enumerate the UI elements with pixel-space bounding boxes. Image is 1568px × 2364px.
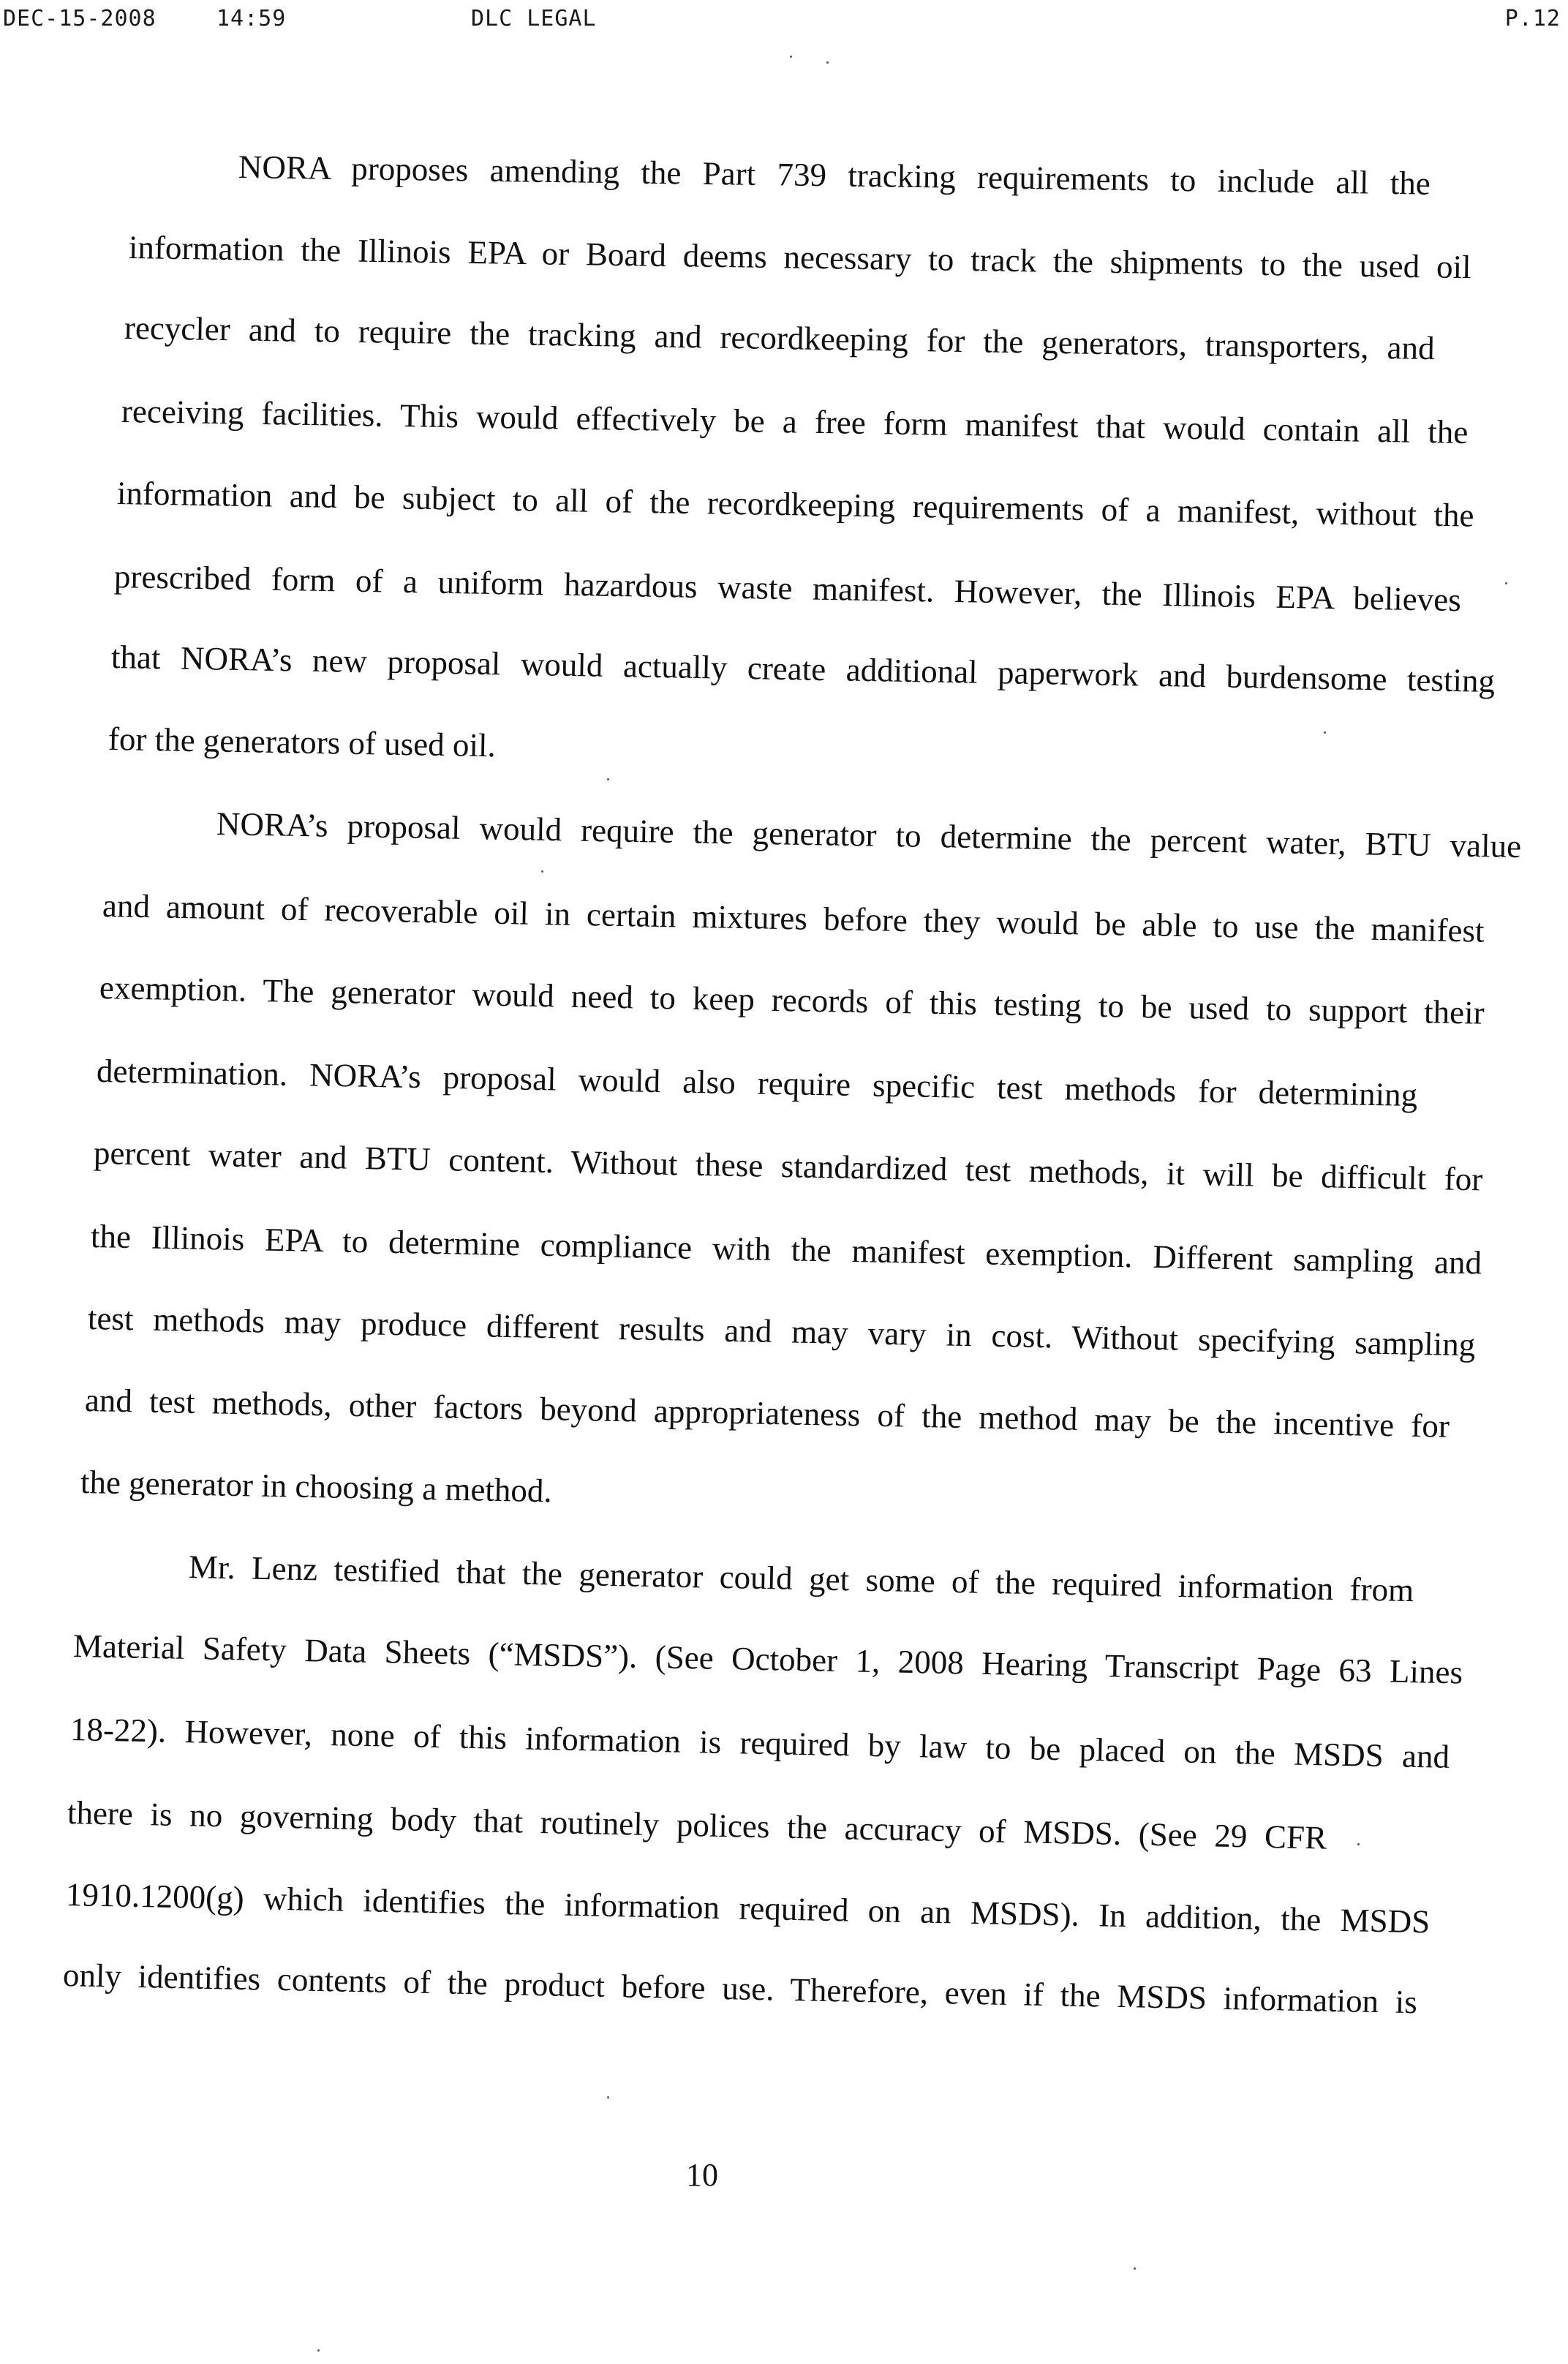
paragraph-1-line-7: that NORA’s new proposal would actually create additional paperwork and burdensome testing [110,639,1496,700]
paragraph-1-line-1: NORA proposes amending the Part 739 tracking requirements to include all the [238,148,1431,202]
paragraph-3-line-3: 18-22). However, none of this information is required by law to be placed on the MSDS and [69,1711,1450,1775]
paragraph-3-line-2: Material Safety Data Sheets (“MSDS”). (See October 1, 2008 Hearing Transcript Page 63 Lines [72,1627,1463,1691]
paragraph-3-line-5: 1910.1200(g) which identifies the information required on an MSDS). In addition, the MSDS [65,1876,1431,1940]
paragraph-3-line-6: only identifies contents of the product before use. Therefore, even if the MSDS information is [62,1957,1418,2021]
fax-sender: DLC LEGAL [471,6,597,31]
paragraph-1-line-5: information and be subject to all of the recordkeeping requirements of a manifest, without the [116,475,1474,534]
scan-speck [1505,582,1507,584]
scan-speck [607,2096,609,2098]
fax-date: DEC-15-2008 [3,6,157,31]
scan-speck [1134,2267,1136,2270]
paragraph-2-line-3: exemption. The generator would need to keep records of this testing to be used to support their [99,969,1485,1031]
scan-speck [1324,731,1326,734]
paragraph-2-line-4: determination. NORA’s proposal would also require specific test methods for determining [96,1053,1418,1114]
paragraph-2-line-2: and amount of recoverable oil in certain mixtures before they would be able to use the manifest [102,887,1485,949]
paragraph-1-line-4: receiving facilities. This would effectively be a free form manifest that would contain all the [121,393,1469,451]
paragraph-2-line-1: NORA’s proposal would require the generator to determine the percent water, BTU value [216,805,1522,865]
scan-speck [541,870,543,873]
scan-speck [826,61,829,64]
paragraph-2-line-8: and test methods, other factors beyond appropriateness of the method may be the incentive for [84,1382,1450,1445]
scan-speck [1357,1843,1360,1845]
paragraph-1-line-6: prescribed form of a uniform hazardous waste manifest. However, the Illinois EPA believes [113,558,1462,619]
paragraph-3-line-4: there is no governing body that routinely polices the accuracy of MSDS. (See 29 CFR [67,1794,1327,1856]
scan-speck [317,2349,320,2352]
paragraph-3-line-1: Mr. Lenz testified that the generator could get some of the required information from [188,1548,1414,1609]
fax-page-number: P.12 [1504,6,1561,31]
paragraph-1-line-2: information the Illinois EPA or Board deems necessary to track the shipments to the used oil [128,229,1471,286]
paragraph-1-line-8: for the generators of used oil. [108,720,497,764]
fax-time: 14:59 [216,6,287,31]
scan-speck [607,778,609,780]
scan-speck [790,56,792,58]
paragraph-2-line-7: test methods may produce different results and may vary in cost. Without specifying sampling [87,1300,1476,1363]
paragraph-1-line-3: recycler and to require the tracking and recordkeeping for the generators, transporters, and [124,309,1435,367]
paragraph-2-line-9: the generator in choosing a method. [80,1464,553,1510]
paragraph-2-line-5: percent water and BTU content. Without these standardized test methods, it will be difficult for [93,1134,1483,1198]
paragraph-2-line-6: the Illinois EPA to determine compliance with the manifest exemption. Different sampling and [90,1218,1482,1281]
page-number: 10 [686,2157,718,2193]
